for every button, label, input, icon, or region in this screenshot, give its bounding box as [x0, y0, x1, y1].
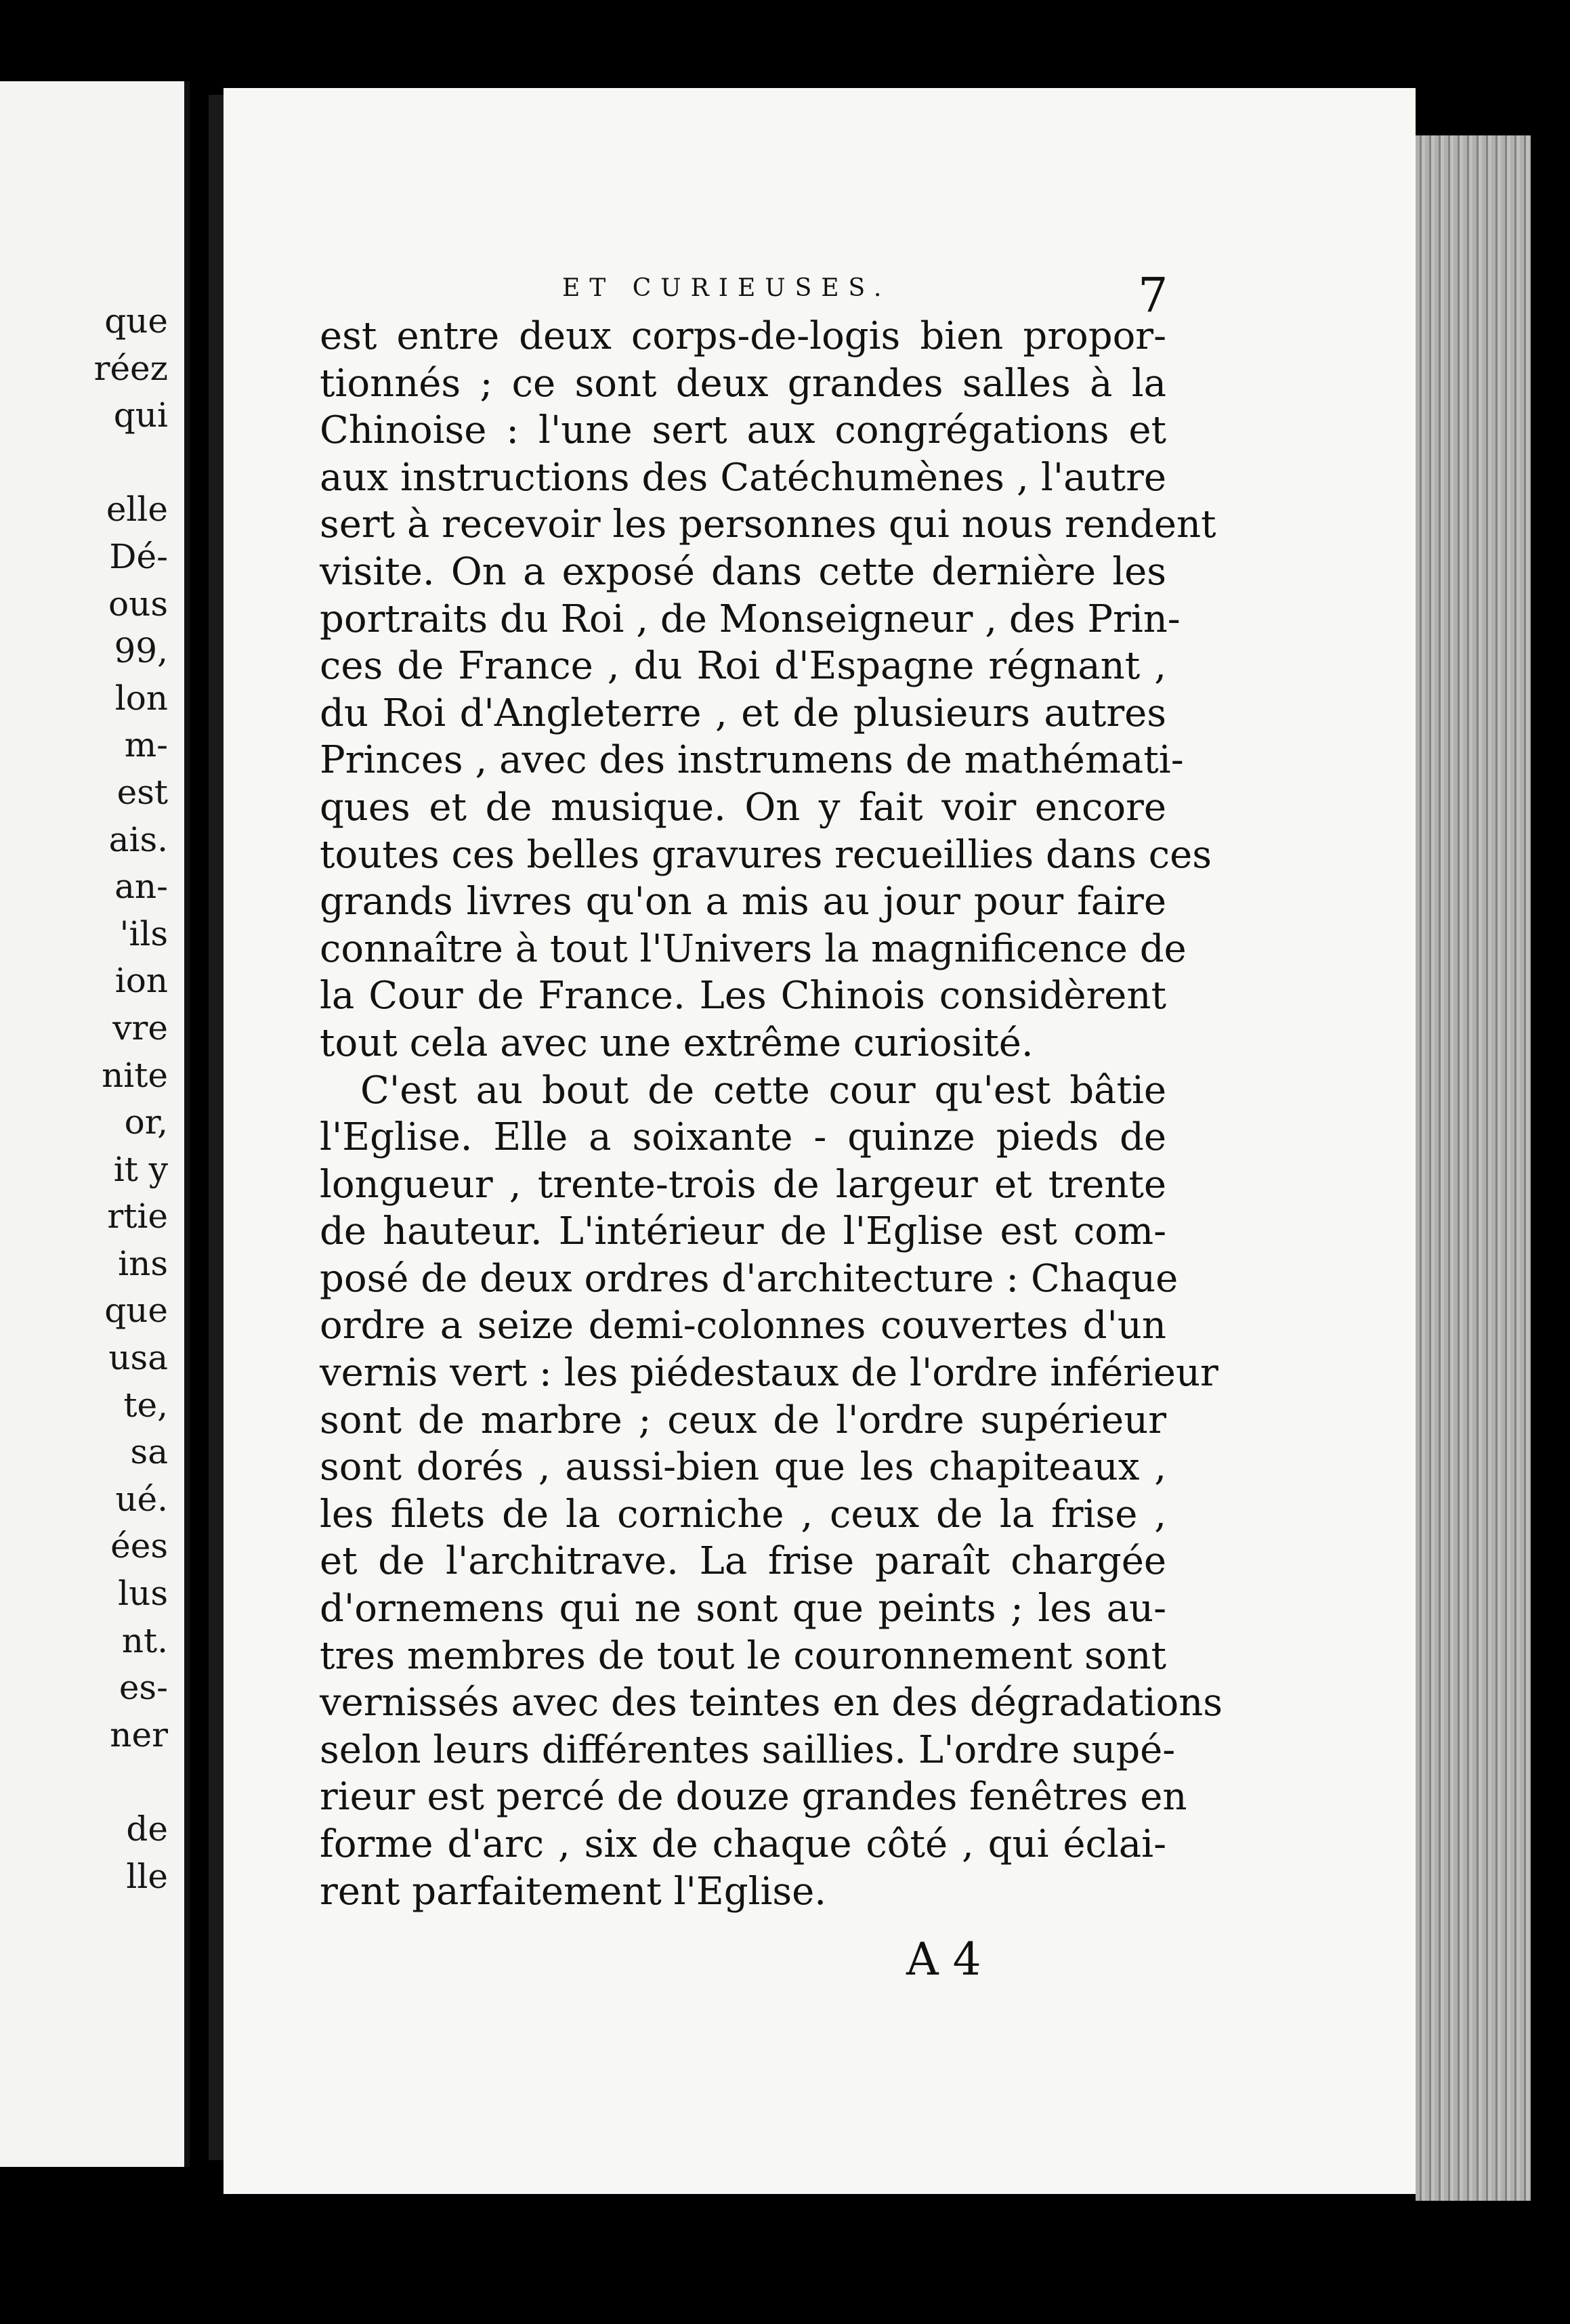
left-edge-line: ion [114, 961, 168, 1001]
text-line: tout cela avec une extrême curiosité. [320, 1020, 1034, 1065]
left-edge-line: or, [124, 1102, 168, 1142]
left-edge-line: lle [126, 1856, 168, 1896]
text-line: est entre deux corps-de-logis bien propor- [320, 314, 1166, 358]
text-line: portraits du Roi , de Monseigneur , des Prin- [320, 597, 1181, 641]
left-page-edge-text [5, 298, 168, 1900]
page-number: 7 [1138, 267, 1168, 323]
left-page [0, 81, 190, 2167]
text-line: et de l'architrave. La frise paraît chargée [320, 1539, 1166, 1584]
left-edge-line: ais. [108, 819, 168, 859]
gutter-divider [209, 95, 224, 2160]
text-line: la Cour de France. Les Chinois considèrent [320, 974, 1166, 1018]
left-edge-line: nite [102, 1055, 168, 1095]
text-line: tres membres de tout le couronnement sont [320, 1633, 1166, 1678]
text-line: connaître à tout l'Univers la magnificence de [320, 926, 1187, 971]
text-line: l'Eglise. Elle a soixante - quinze pieds de [320, 1115, 1166, 1160]
left-edge-line: nt. [121, 1620, 168, 1660]
running-head: ET CURIEUSES. [562, 274, 891, 302]
left-edge-line: est [116, 772, 168, 812]
left-edge-line: ées [110, 1526, 168, 1566]
text-line: Princes , avec des instrumens de mathémati- [320, 738, 1184, 783]
left-edge-line: ner [110, 1715, 168, 1755]
text-line: toutes ces belles gravures recueillies dans ces [320, 832, 1212, 877]
left-edge-line: te, [123, 1385, 168, 1425]
left-edge-line: ué. [115, 1479, 168, 1519]
text-line: visite. On a exposé dans cette dernière les [320, 549, 1166, 594]
text-line: longueur , trente-trois de largeur et trente [320, 1162, 1166, 1207]
text-line: vernissés avec des teintes en des dégradations [320, 1681, 1223, 1725]
text-line: ques et de musique. On y fait voir encore [320, 785, 1166, 830]
left-edge-line: an- [114, 867, 168, 907]
left-edge-line: ins [118, 1243, 168, 1283]
left-edge-line: que [104, 301, 168, 341]
page-edges [1416, 135, 1531, 2201]
text-line: sont dorés , aussi-bien que les chapiteaux , [320, 1445, 1166, 1490]
text-line: de hauteur. L'intérieur de l'Eglise est com- [320, 1209, 1166, 1254]
left-edge-line: es- [119, 1668, 168, 1708]
left-edge-line: usa [108, 1338, 168, 1378]
left-edge-line: 'ils [119, 913, 168, 953]
left-edge-line: sa [130, 1432, 168, 1472]
text-line: tionnés ; ce sont deux grandes salles à la [320, 361, 1166, 406]
left-edge-line: lon [114, 678, 168, 718]
text-line: grands livres qu'on a mis au jour pour faire [320, 880, 1166, 924]
left-edge-line: 99, [114, 631, 168, 671]
left-edge-gap [5, 439, 168, 487]
left-edge-line: rtie [107, 1197, 168, 1236]
text-line: d'ornemens qui ne sont que peints ; les au- [320, 1587, 1166, 1631]
signature-mark: A 4 [906, 1933, 981, 1985]
text-line: ordre a seize demi-colonnes couvertes d'un [320, 1304, 1166, 1348]
left-edge-line: ous [108, 584, 168, 624]
left-edge-line: Dé- [109, 536, 168, 576]
left-edge-line: vre [112, 1008, 168, 1048]
text-line: vernis vert : les piédestaux de l'ordre inférieur [320, 1351, 1218, 1396]
left-edge-line: lus [118, 1574, 168, 1614]
text-line: forme d'arc , six de chaque côté , qui éclai- [320, 1822, 1166, 1866]
text-line: sert à recevoir les personnes qui nous rendent [320, 502, 1216, 547]
left-edge-gap [5, 1759, 168, 1806]
left-edge-line: elle [106, 490, 168, 530]
body-text [320, 313, 1223, 1915]
text-line: rent parfaitement l'Eglise. [320, 1869, 827, 1914]
text-line: rieur est percé de douze grandes fenêtres en [320, 1775, 1187, 1820]
text-line: les filets de la corniche , ceux de la frise , [320, 1492, 1166, 1536]
text-line: aux instructions des Catéchumènes , l'autre [320, 455, 1166, 500]
text-line: Chinoise : l'une sert aux congrégations et [320, 408, 1166, 453]
text-line: du Roi d'Angleterre , et de plusieurs autres [320, 691, 1166, 735]
left-edge-line: de [126, 1809, 168, 1849]
left-edge-line: it y [113, 1149, 168, 1189]
text-line: posé de deux ordres d'architecture : Chaque [320, 1256, 1179, 1301]
text-line: sont de marbre ; ceux de l'ordre supérieur [320, 1398, 1166, 1442]
text-line: ces de France , du Roi d'Espagne régnant , [320, 644, 1166, 689]
left-edge-line: qui [113, 395, 168, 435]
left-edge-line: que [104, 1291, 168, 1331]
left-edge-line: m- [124, 725, 168, 765]
text-line: C'est au bout de cette cour qu'est bâtie [360, 1068, 1166, 1113]
text-line: selon leurs différentes saillies. L'ordre supé- [320, 1727, 1176, 1772]
left-edge-line: réez [93, 348, 168, 388]
